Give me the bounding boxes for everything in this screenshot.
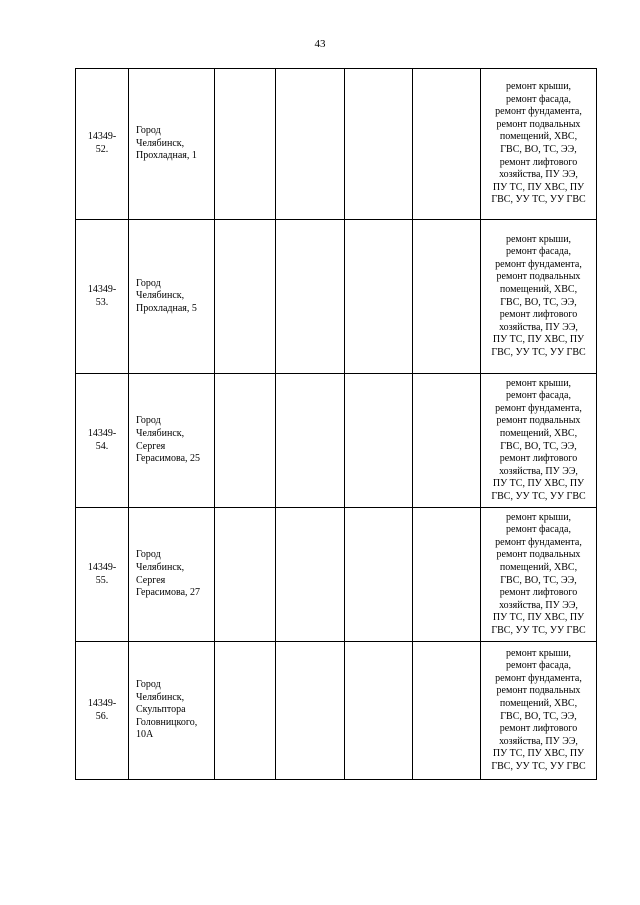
row-number-cell: 14349- 56. [76, 642, 129, 780]
empty-cell [345, 220, 413, 374]
empty-cell [276, 508, 345, 642]
works-cell: ремонт крыши, ремонт фасада, ремонт фундамента, ремонт подвальных помещений, ХВС, ГВС, ВО, ТС, ЭЭ, ремонт лифтового хозяйства, ПУ ЭЭ, ПУ ТС, ПУ ХВС, ПУ ГВС, УУ ТС, УУ ГВС [481, 220, 597, 374]
empty-cell [345, 642, 413, 780]
table-row [76, 374, 597, 508]
empty-cell [215, 69, 276, 220]
works-cell: ремонт крыши, ремонт фасада, ремонт фундамента, ремонт подвальных помещений, ХВС, ГВС, ВО, ТС, ЭЭ, ремонт лифтового хозяйства, ПУ ЭЭ, ПУ ТС, ПУ ХВС, ПУ ГВС, УУ ТС, УУ ГВС [481, 508, 597, 642]
empty-cell [345, 508, 413, 642]
table-row [76, 220, 597, 374]
table-row [76, 642, 597, 780]
works-cell: ремонт крыши, ремонт фасада, ремонт фундамента, ремонт подвальных помещений, ХВС, ГВС, ВО, ТС, ЭЭ, ремонт лифтового хозяйства, ПУ ЭЭ, ПУ ТС, ПУ ХВС, ПУ ГВС, УУ ТС, УУ ГВС [481, 69, 597, 220]
empty-cell [276, 69, 345, 220]
empty-cell [276, 374, 345, 508]
row-number-cell: 14349- 52. [76, 69, 129, 220]
empty-cell [215, 220, 276, 374]
empty-cell [276, 642, 345, 780]
row-number-cell: 14349- 53. [76, 220, 129, 374]
works-cell: ремонт крыши, ремонт фасада, ремонт фундамента, ремонт подвальных помещений, ХВС, ГВС, ВО, ТС, ЭЭ, ремонт лифтового хозяйства, ПУ ЭЭ, ПУ ТС, ПУ ХВС, ПУ ГВС, УУ ТС, УУ ГВС [481, 642, 597, 780]
address-cell: Город Челябинск, Сергея Герасимова, 25 [129, 374, 215, 508]
empty-cell [413, 220, 481, 374]
empty-cell [215, 508, 276, 642]
empty-cell [215, 642, 276, 780]
address-cell: Город Челябинск, Сергея Герасимова, 27 [129, 508, 215, 642]
empty-cell [345, 374, 413, 508]
address-cell: Город Челябинск, Скульптора Головницкого, 10А [129, 642, 215, 780]
empty-cell [215, 374, 276, 508]
empty-cell [413, 69, 481, 220]
empty-cell [413, 374, 481, 508]
row-number-cell: 14349- 54. [76, 374, 129, 508]
empty-cell [276, 220, 345, 374]
row-number-cell: 14349- 55. [76, 508, 129, 642]
empty-cell [413, 508, 481, 642]
page-number: 43 [314, 38, 326, 50]
registry-table [75, 68, 597, 780]
table-row [76, 508, 597, 642]
address-cell: Город Челябинск, Прохладная, 1 [129, 69, 215, 220]
address-cell: Город Челябинск, Прохладная, 5 [129, 220, 215, 374]
works-cell: ремонт крыши, ремонт фасада, ремонт фундамента, ремонт подвальных помещений, ХВС, ГВС, ВО, ТС, ЭЭ, ремонт лифтового хозяйства, ПУ ЭЭ, ПУ ТС, ПУ ХВС, ПУ ГВС, УУ ТС, УУ ГВС [481, 374, 597, 508]
empty-cell [345, 69, 413, 220]
table-row [76, 69, 597, 220]
empty-cell [413, 642, 481, 780]
